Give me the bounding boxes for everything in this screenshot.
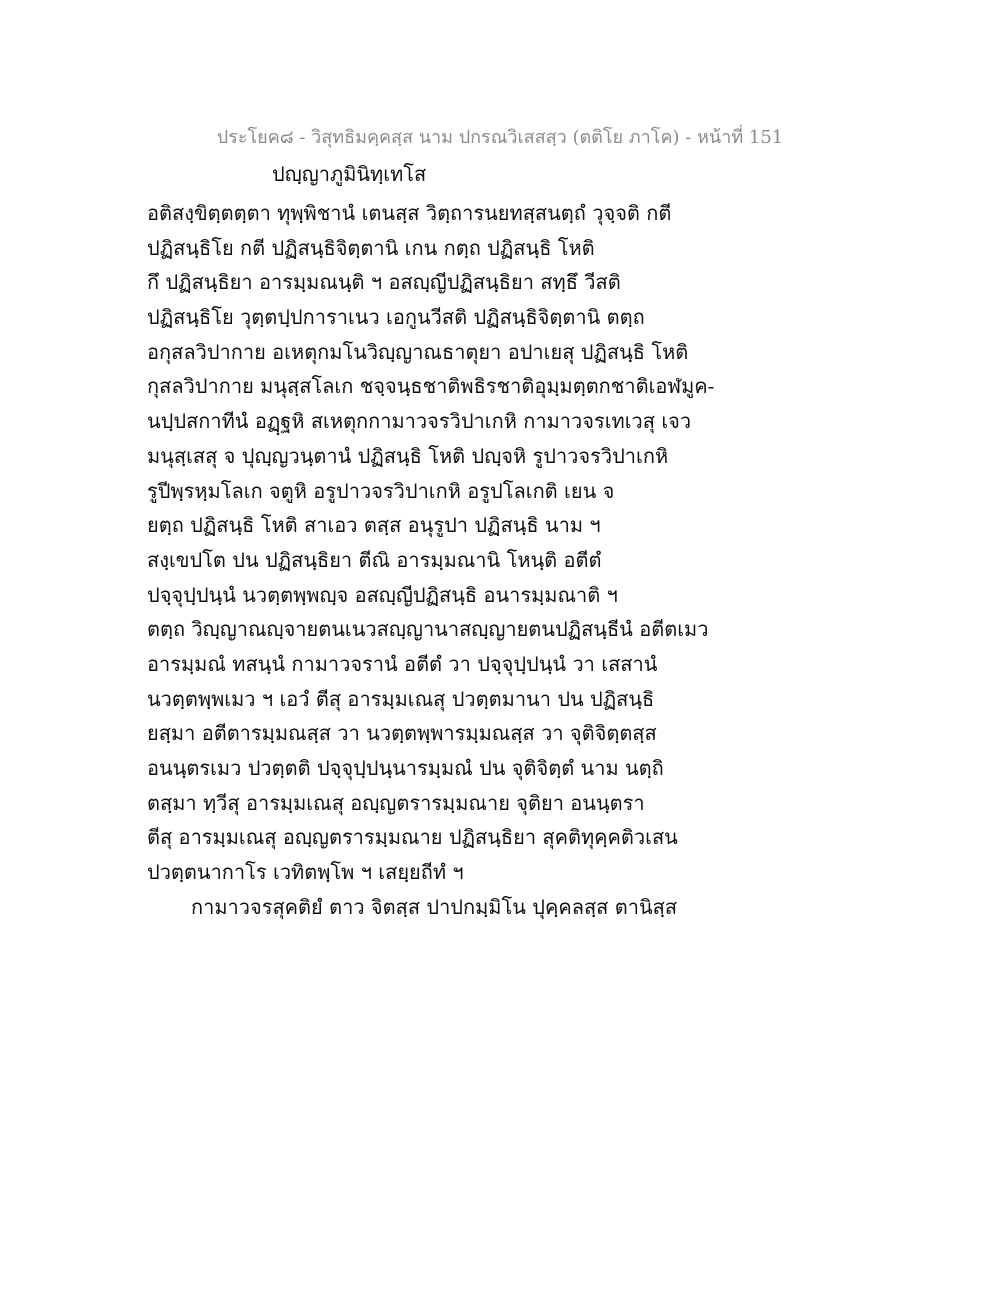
text-line: รูปีพฺรหฺมโลเก จตูหิ อรูปาวจรวิปาเกหิ อรูปโลเกติ เยน จ: [147, 478, 615, 503]
text-line: ตสฺมา ทฺวีสุ อารมฺมเณสุ อญฺญตรารมฺมณาย จุติยา อนนฺตรา: [147, 790, 645, 815]
text-line: กุสลวิปากาย มนุสฺสโลเก ชจฺจนฺธชาติพธิรชาติอุมฺมตฺตกชาติเอฬมูค-: [147, 374, 715, 399]
text-line: ตตฺถ วิญฺญาณญฺจายตนเนวสญฺญานาสญฺญายตนปฏิสนฺธีนํ อตีตเมว: [147, 617, 709, 642]
text-line: อนนฺตรเมว ปวตฺตติ ปจฺจุปฺปนฺนารมฺมณํ ปน จุติจิตฺตํ นาม นตฺถิ: [147, 756, 664, 780]
text-line: ปฏิสนฺธิโย กตี ปฏิสนฺธิจิตฺตานิ เกน กตฺถ ปฏิสนฺธิ โหติ: [147, 235, 595, 260]
text-line: นวตฺตพฺพเมว ฯ เอวํ ตีสุ อารมฺมเณสุ ปวตฺตมานา ปน ปฏิสนฺธิ: [147, 686, 655, 711]
text-line: ปวตฺตนากาโร เวทิตพฺโพ ฯ เสยฺยถีทํ ฯ: [147, 860, 464, 885]
body-text: [147, 196, 715, 924]
text-line: อารมฺมณํ ทสนฺนํ กามาวจรานํ อตีตํ วา ปจฺจุปฺปนฺนํ วา เสสานํ: [147, 651, 658, 676]
running-header: ประโยค๘ - วิสุทธิมคฺคสฺส นาม ปกรณวิเสสสฺว (ตติโย ภาโค) - หน้าที่ 151: [216, 127, 784, 148]
text-line: ปฏิสนฺธิโย วุตฺตปฺปการาเนว เอกูนวีสติ ปฏิสนฺธิจิตฺตานิ ตตฺถ: [147, 305, 645, 330]
text-line: มนุสฺเสสุ จ ปุญฺญวนฺตานํ ปฏิสนฺธิ โหติ ปญฺจหิ รูปาวจรวิปาเกหิ: [147, 443, 669, 468]
text-line: นปฺปสกาทีนํ อฏฺฐหิ สเหตุกกามาวจรวิปาเกหิ กามาวจรเทเวสุ เจว: [147, 409, 692, 434]
text-line: สงฺเขปโต ปน ปฏิสนฺธิยา ตีณิ อารมฺมณานิ โหนฺติ อตีตํ: [147, 547, 602, 572]
section-heading: ปญฺญาภูมินิทฺเทโส: [272, 162, 427, 186]
text-line: อติสงฺขิตฺตตฺตา ทุพฺพิชานํ เตนสฺส วิตฺถารนยทสฺสนตฺถํ วุจฺจติ กตี: [147, 201, 672, 225]
text-line: ยสฺมา อตีตารมฺมณสฺส วา นวตฺตพฺพารมฺมณสฺส วา จุติจิตฺตสฺส: [147, 721, 657, 746]
text-line: ยตฺถ ปฏิสนฺธิ โหติ สาเอว ตสฺส อนุรูปา ปฏิสนฺธิ นาม ฯ: [147, 513, 601, 538]
text-line: ปจฺจุปฺปนฺนํ นวตฺตพฺพญฺจ อสญฺญีปฏิสนฺธิ อนารมฺมณาติ ฯ: [147, 582, 618, 607]
text-line: กึ ปฏิสนฺธิยา อารมฺมณนฺติ ฯ อสญฺญีปฏิสนฺธิยา สทฺธึ วีสติ: [147, 270, 621, 295]
text-line: อกุสลวิปากาย อเหตุกมโนวิญฺญาณธาตุยา อปาเยสุ ปฏิสนฺธิ โหติ: [147, 339, 689, 364]
paragraph-start-line: กามาวจรสุคติยํ ตาว จิตสฺส ปาปกมฺมิโน ปุคฺคลสฺส ตานิสฺส: [191, 894, 678, 919]
text-line: ตีสุ อารมฺมเณสุ อญฺญตรารมฺมณาย ปฏิสนฺธิยา สุคติทุคฺคติวเสน: [147, 825, 678, 850]
